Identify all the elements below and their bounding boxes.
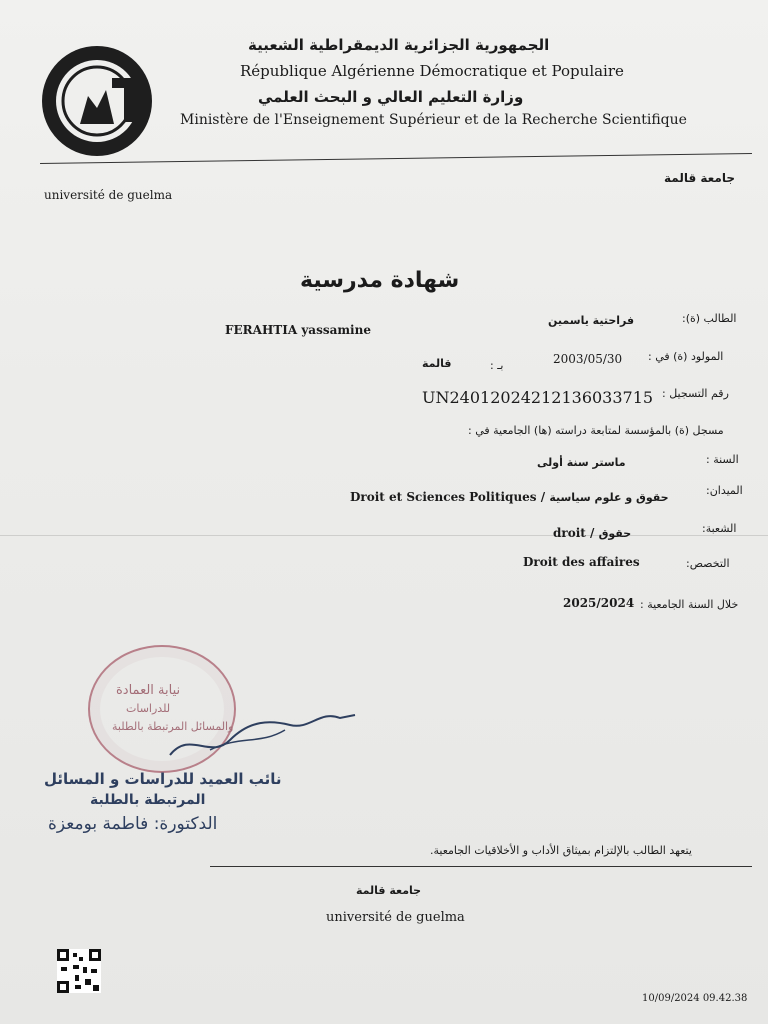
branch-value: droit / حقوق xyxy=(553,526,632,540)
student-name-fr: FERAHTIA yassamine xyxy=(225,323,371,337)
stamp-line-3: والمسائل المرتبطة بالطلبة xyxy=(112,720,234,733)
footer-university-fr: université de guelma xyxy=(326,910,465,925)
commitment-statement: يتعهد الطالب بالإلتزام بميثاق الأداب و الأخلاقيات الجامعية. xyxy=(430,844,692,857)
branch-value-fr: droit xyxy=(553,526,586,540)
label-student: الطالب (ة): xyxy=(682,312,737,325)
qr-code xyxy=(57,949,101,993)
handwritten-signature xyxy=(150,700,370,770)
document-title: شهادة مدرسية xyxy=(300,268,460,293)
university-name-ar: جامعة قالمة xyxy=(664,171,736,185)
registration-number: UN24012024212136033715 xyxy=(422,388,654,407)
header-republic-fr: République Algérienne Démocratique et Populaire xyxy=(240,62,624,80)
label-born-at: بـ : xyxy=(490,359,504,372)
footer-divider xyxy=(210,866,752,867)
label-registration: رقم التسجيل : xyxy=(662,387,729,400)
paper-fold-line xyxy=(0,535,768,536)
stamp-line-2: للدراسات xyxy=(126,702,171,715)
label-academic-year: خلال السنة الجامعية : xyxy=(640,598,739,611)
stamp-line-1: نيابة العمادة xyxy=(116,683,181,698)
footer-university-ar: جامعة قالمة xyxy=(356,884,422,897)
student-name-ar: فراحتية ياسمين xyxy=(548,314,635,327)
header-ministry-fr: Ministère de l'Enseignement Supérieur et de la Recherche Scientifique xyxy=(180,112,687,128)
print-timestamp: 10/09/2024 09.42.38 xyxy=(642,993,748,1004)
domain-value: Droit et Sciences Politiques / حقوق و علوم سياسية xyxy=(350,490,669,504)
signatory-name: الدكتورة: فاطمة بومعزة xyxy=(48,814,218,834)
academic-year-value: 2025/2024 xyxy=(563,596,635,610)
study-year: ماستر سنة أولى xyxy=(537,456,626,469)
birth-date: 2003/05/30 xyxy=(553,352,623,366)
specialty-value: Droit des affaires xyxy=(523,555,640,569)
university-logo xyxy=(42,46,152,156)
signatory-title-line-1: نائب العميد للدراسات و المسائل xyxy=(44,770,282,788)
branch-value-ar: حقوق xyxy=(598,527,632,540)
label-specialty: التخصص: xyxy=(686,557,730,570)
header-ministry-ar: وزارة التعليم العالي و البحث العلمي xyxy=(258,88,524,106)
label-born: المولود (ة) في : xyxy=(648,350,724,363)
header-republic-ar: الجمهورية الجزائرية الديمقراطية الشعبية xyxy=(248,36,550,54)
university-name-fr: université de guelma xyxy=(44,188,173,202)
label-domain: الميدان: xyxy=(706,484,743,497)
label-year: السنة : xyxy=(706,453,739,466)
signatory-title-line-2: المرتبطة بالطلبة xyxy=(90,792,206,808)
domain-value-ar: حقوق و علوم سياسية xyxy=(549,491,669,504)
label-branch: الشعبة: xyxy=(702,522,737,535)
birth-place: قالمة xyxy=(422,357,452,370)
enrolled-statement: مسجل (ة) بالمؤسسة لمتابعة دراسته (ها) الجامعية في : xyxy=(468,424,724,437)
domain-value-fr: Droit et Sciences Politiques xyxy=(350,490,537,504)
